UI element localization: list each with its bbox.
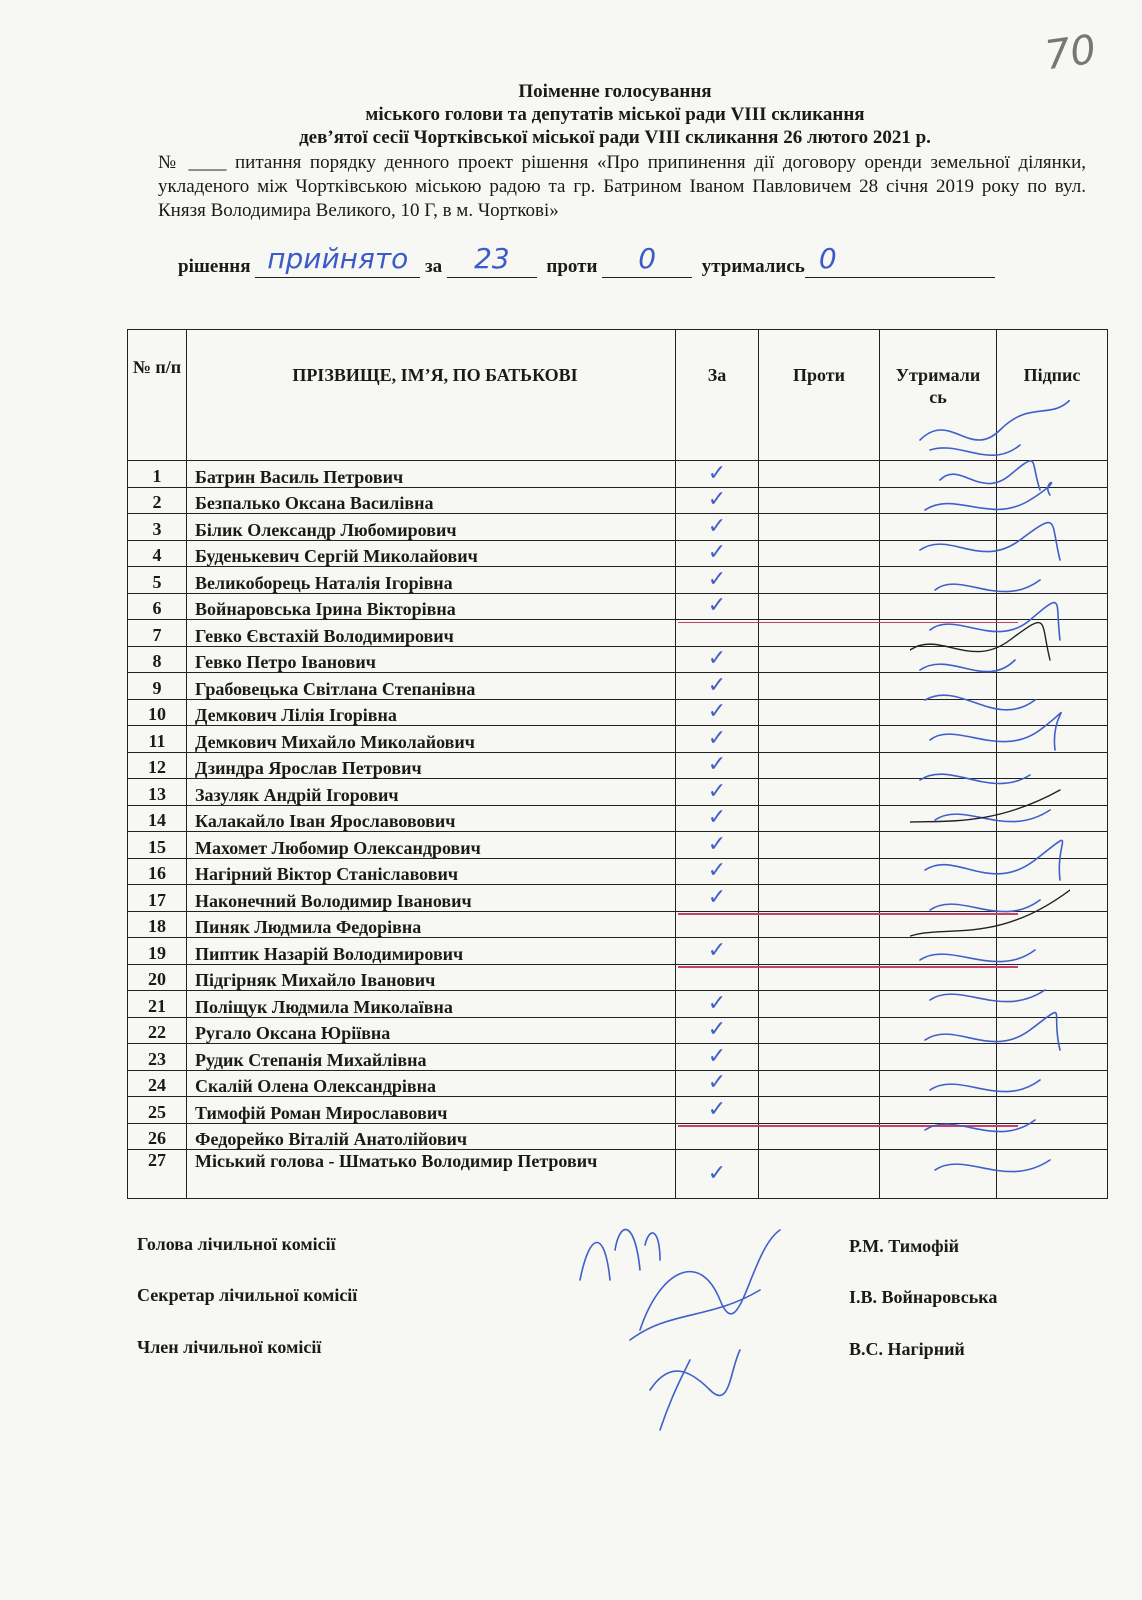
row-number: 21	[128, 991, 187, 1018]
header-title: Поіменне голосування	[518, 81, 712, 102]
row-number: 9	[128, 673, 187, 700]
row-vote-for	[676, 461, 759, 488]
signature-scribble	[920, 950, 1045, 1002]
row-vote-against	[759, 726, 880, 753]
check-mark-icon: ✓	[707, 805, 727, 831]
check-mark-icon: ✓	[707, 937, 727, 963]
col-header-for: За	[676, 330, 759, 461]
row-vote-against	[759, 752, 880, 779]
member-label: Член лічильної комісії	[137, 1337, 322, 1357]
against-value-field	[602, 242, 692, 278]
row-number: 5	[128, 567, 187, 594]
check-mark-icon: ✓	[707, 566, 727, 592]
check-mark-icon: ✓	[707, 1161, 727, 1186]
signature-scribble	[910, 890, 1070, 940]
row-vote-for	[676, 1123, 759, 1150]
row-vote-for	[676, 487, 759, 514]
for-label: за	[425, 256, 443, 277]
row-name: Нагірний Віктор Станіславович	[187, 858, 676, 885]
decision-value-field	[255, 242, 420, 278]
check-mark-icon: ✓	[707, 513, 727, 539]
row-vote-for	[676, 726, 759, 753]
row-vote-against	[759, 1097, 880, 1124]
row-name: Наконечний Володимир Іванович	[187, 885, 676, 912]
abstain-value-field	[805, 242, 995, 278]
signature-scribble	[920, 774, 1050, 821]
row-vote-for	[676, 779, 759, 806]
member-name: В.С. Нагірний	[849, 1339, 965, 1359]
row-number: 13	[128, 779, 187, 806]
row-vote-for	[676, 1017, 759, 1044]
row-vote-against	[759, 1070, 880, 1097]
row-vote-for	[676, 1044, 759, 1071]
abstain-value: 0	[818, 242, 837, 275]
check-mark-icon: ✓	[707, 672, 727, 698]
check-mark-icon: ✓	[707, 540, 727, 566]
row-vote-for	[676, 567, 759, 594]
for-value: 23	[474, 242, 510, 275]
row-name: Батрин Василь Петрович	[187, 461, 676, 488]
signature-scribble	[925, 461, 1052, 510]
check-mark-icon: ✓	[707, 1070, 727, 1096]
row-name: Буденькевич Сергій Миколайович	[187, 540, 676, 567]
check-mark-icon: ✓	[707, 646, 727, 672]
row-number: 7	[128, 620, 187, 647]
row-vote-for	[676, 991, 759, 1018]
row-vote-for	[676, 805, 759, 832]
row-vote-against	[759, 567, 880, 594]
row-vote-against	[759, 1044, 880, 1071]
row-number: 24	[128, 1070, 187, 1097]
row-vote-against	[759, 911, 880, 938]
row-number: 27	[128, 1150, 187, 1199]
row-name: Зазуляк Андрій Ігорович	[187, 779, 676, 806]
for-value-field	[447, 242, 537, 278]
col-header-name: ПРІЗВИЩЕ, ІМ’Я, ПО БАТЬКОВІ	[187, 330, 676, 461]
page-number: 70	[1042, 26, 1099, 80]
check-mark-icon: ✓	[707, 990, 727, 1016]
row-vote-for	[676, 964, 759, 991]
signature-scribble	[650, 1350, 740, 1430]
check-mark-icon: ✓	[707, 1017, 727, 1043]
row-vote-against	[759, 1123, 880, 1150]
signature-scribble	[925, 695, 1061, 750]
row-number: 6	[128, 593, 187, 620]
row-number: 2	[128, 487, 187, 514]
row-name: Гевко Євстахій Володимирович	[187, 620, 676, 647]
row-number: 8	[128, 646, 187, 673]
row-vote-against	[759, 938, 880, 965]
row-number: 17	[128, 885, 187, 912]
row-name: Скалій Олена Олександрівна	[187, 1070, 676, 1097]
row-vote-against	[759, 487, 880, 514]
row-name: Гевко Петро Іванович	[187, 646, 676, 673]
row-number: 3	[128, 514, 187, 541]
row-name: Войнаровська Ірина Вікторівна	[187, 593, 676, 620]
row-vote-for	[676, 911, 759, 938]
row-name: Пиняк Людмила Федорівна	[187, 911, 676, 938]
decision-value: прийнято	[267, 242, 409, 275]
row-name: Підгірняк Михайло Іванович	[187, 964, 676, 991]
signature-scribble	[925, 840, 1063, 911]
row-vote-against	[759, 1017, 880, 1044]
row-vote-against	[759, 540, 880, 567]
row-name: Калакайло Іван Ярославовович	[187, 805, 676, 832]
row-name: Федорейко Віталій Анатолійович	[187, 1123, 676, 1150]
row-number: 22	[128, 1017, 187, 1044]
row-number: 23	[128, 1044, 187, 1071]
row-number: 11	[128, 726, 187, 753]
row-name: Міський голова - Шматько Володимир Петрович	[187, 1150, 676, 1199]
check-mark-icon: ✓	[707, 460, 727, 486]
row-vote-for	[676, 885, 759, 912]
row-number: 18	[128, 911, 187, 938]
row-number: 19	[128, 938, 187, 965]
row-number: 26	[128, 1123, 187, 1150]
row-vote-against	[759, 805, 880, 832]
check-mark-icon: ✓	[707, 725, 727, 751]
header-subtitle: міського голови та депутатів міської ради VIII скликання	[365, 104, 865, 125]
check-mark-icon: ✓	[707, 831, 727, 857]
signature-scribble	[580, 1230, 660, 1280]
signature-scribble	[920, 400, 1070, 455]
abstain-label: утримались	[701, 256, 805, 277]
header-session: дев’ятої сесії Чортківської міської ради VIII скликання 26 лютого 2021 р.	[299, 127, 931, 148]
signature-scribble	[910, 623, 1050, 660]
row-vote-for	[676, 593, 759, 620]
row-number: 12	[128, 752, 187, 779]
row-vote-against	[759, 779, 880, 806]
row-number: 16	[128, 858, 187, 885]
check-mark-icon: ✓	[707, 487, 727, 513]
against-value: 0	[638, 242, 657, 275]
agenda-text: № ____ питання порядку денного проект рішення «Про припинення дії договору оренди земельної ділянки, укладеного між Чортківською міською радою та гр. Батрином Іваном Павловичем 28 січня 2019 року по вул. Князя Володимира Великого, 10 Г, в м. Чорткові»	[158, 152, 1086, 221]
decision-label: рішення	[178, 256, 251, 277]
signature-scribble	[920, 523, 1060, 592]
row-vote-for	[676, 938, 759, 965]
row-name: Ругало Оксана Юріївна	[187, 1017, 676, 1044]
row-name: Білик Олександр Любомирович	[187, 514, 676, 541]
signature-scribble	[630, 1230, 780, 1340]
row-vote-against	[759, 673, 880, 700]
row-name: Пиптик Назарій Володимирович	[187, 938, 676, 965]
row-vote-against	[759, 593, 880, 620]
row-name: Поліщук Людмила Миколаївна	[187, 991, 676, 1018]
row-vote-for	[676, 673, 759, 700]
row-vote-against	[759, 858, 880, 885]
secretary-name: І.В. Войнаровська	[849, 1287, 998, 1307]
row-number: 15	[128, 832, 187, 859]
check-mark-icon: ✓	[707, 1043, 727, 1069]
row-number: 4	[128, 540, 187, 567]
row-number: 20	[128, 964, 187, 991]
decision-line	[178, 242, 995, 278]
check-mark-icon: ✓	[707, 752, 727, 778]
row-vote-for	[676, 646, 759, 673]
secretary-label: Секретар лічильної комісії	[137, 1285, 358, 1305]
row-name: Демкович Михайло Миколайович	[187, 726, 676, 753]
row-name: Тимофій Роман Мирославович	[187, 1097, 676, 1124]
row-number: 1	[128, 461, 187, 488]
signatures-column	[910, 400, 1070, 1200]
row-name: Дзиндра Ярослав Петрович	[187, 752, 676, 779]
row-name: Грабовецька Світлана Степанівна	[187, 673, 676, 700]
row-vote-for	[676, 620, 759, 647]
check-mark-icon: ✓	[707, 884, 727, 910]
col-header-abstain: Утримались	[880, 330, 997, 461]
signature-scribble	[920, 603, 1060, 672]
row-vote-against	[759, 964, 880, 991]
signature-scribble	[925, 1120, 1050, 1172]
row-vote-against	[759, 514, 880, 541]
row-vote-for	[676, 1070, 759, 1097]
row-number: 14	[128, 805, 187, 832]
check-mark-icon: ✓	[707, 1096, 727, 1122]
signature-scribble	[925, 1013, 1060, 1092]
chair-label: Голова лічильної комісії	[137, 1234, 336, 1254]
row-vote-for	[676, 540, 759, 567]
row-vote-for	[676, 858, 759, 885]
row-name: Безпалько Оксана Василівна	[187, 487, 676, 514]
row-vote-against	[759, 646, 880, 673]
row-vote-for	[676, 699, 759, 726]
row-vote-against	[759, 991, 880, 1018]
row-number: 10	[128, 699, 187, 726]
row-vote-against	[759, 885, 880, 912]
against-label: проти	[546, 256, 598, 277]
commission-signatures	[560, 1190, 790, 1440]
document-header	[150, 80, 1080, 149]
row-name: Рудик Степанія Михайлівна	[187, 1044, 676, 1071]
row-vote-against	[759, 832, 880, 859]
row-vote-for	[676, 514, 759, 541]
col-header-against: Проти	[759, 330, 880, 461]
col-header-num: № п/п	[128, 330, 187, 461]
row-vote-against	[759, 461, 880, 488]
check-mark-icon: ✓	[707, 699, 727, 725]
col-header-signature: Підпис	[997, 330, 1108, 461]
row-name: Великоборець Наталія Ігорівна	[187, 567, 676, 594]
row-vote-against	[759, 699, 880, 726]
row-vote-for	[676, 832, 759, 859]
row-vote-for	[676, 1097, 759, 1124]
chair-name: Р.М. Тимофій	[849, 1236, 960, 1256]
row-vote-for	[676, 752, 759, 779]
row-name: Демкович Лілія Ігорівна	[187, 699, 676, 726]
check-mark-icon: ✓	[707, 778, 727, 804]
row-name: Махомет Любомир Олександрович	[187, 832, 676, 859]
row-vote-against	[759, 620, 880, 647]
check-mark-icon: ✓	[707, 858, 727, 884]
check-mark-icon: ✓	[707, 593, 727, 619]
row-number: 25	[128, 1097, 187, 1124]
signature-scribble	[910, 790, 1060, 830]
